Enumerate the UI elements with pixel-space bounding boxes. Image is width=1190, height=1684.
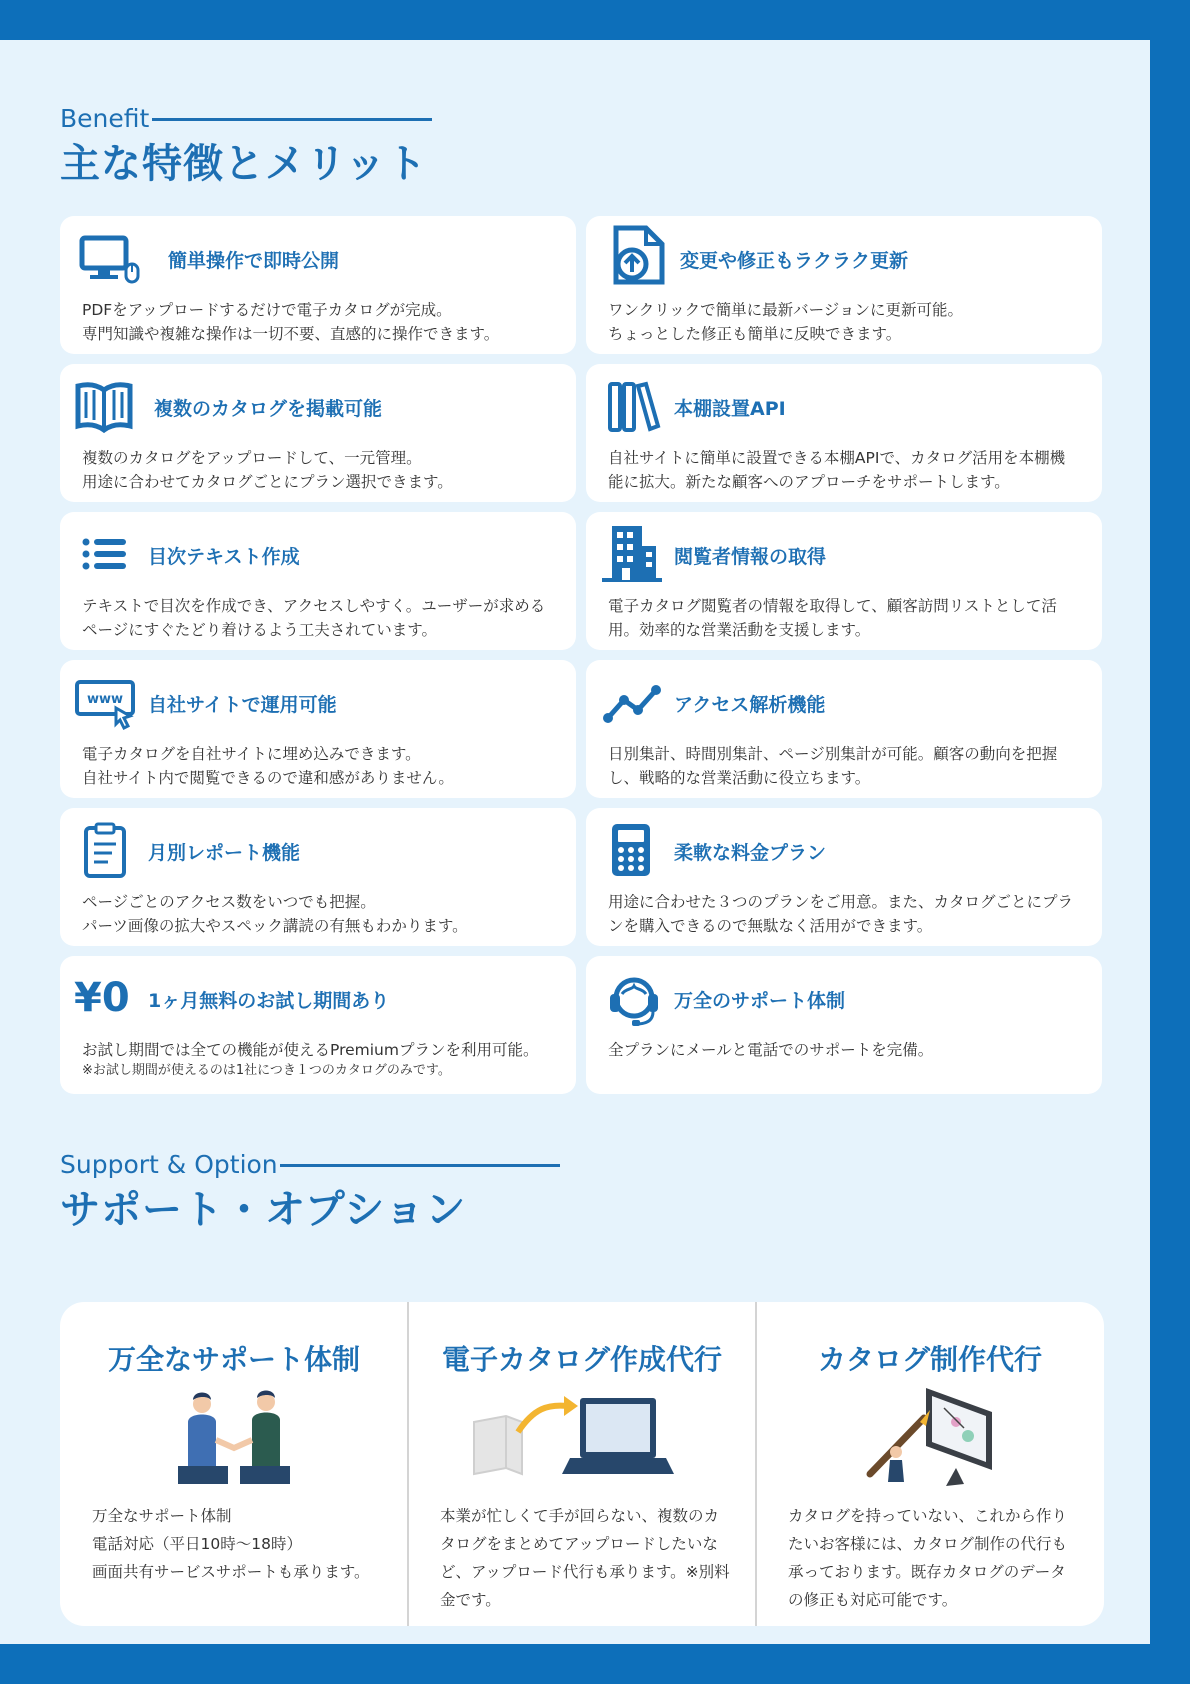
support-column xyxy=(60,1302,408,1626)
yen-zero-icon: ¥0 xyxy=(74,975,130,1021)
page-content xyxy=(0,40,1150,1644)
benefit-card-desc: 日別集計、時間別集計、ページ別集計が可能。顧客の動向を把握し、戦略的な営業活動に役立ちます。 xyxy=(608,745,1058,787)
benefit-card-desc: 用途に合わせた３つのプランをご用意。また、カタログごとにプランを購入できるので無駄なく活用ができます。 xyxy=(608,893,1074,935)
support-heading: サポート・オプション xyxy=(60,1187,467,1233)
calculator-icon xyxy=(610,820,674,882)
benefit-card xyxy=(586,216,1102,354)
clipboard-icon xyxy=(82,820,146,882)
benefit-card-desc xyxy=(82,1038,552,1080)
right-frame-bar xyxy=(1150,0,1190,1684)
benefit-card xyxy=(60,956,576,1094)
support-column-text: 万全なサポート体制 電話対応（平日10時〜18時） 画面共有サービスサポートも承ります。 xyxy=(92,1507,370,1581)
top-frame-bar xyxy=(0,0,1190,40)
svg-text:www: www xyxy=(86,692,124,707)
benefit-card-desc: ワンクリックで簡単に最新バージョンに更新可能。 ちょっとした修正も簡単に反映できます。 xyxy=(608,301,963,343)
benefit-card-title: アクセス解析機能 xyxy=(674,694,826,716)
bookshelf-icon xyxy=(606,376,670,438)
benefit-card-note: ※お試し期間が使えるのは1社につき１つのカタログのみです。 xyxy=(82,1063,451,1078)
benefit-card-title: 変更や修正もラクラク更新 xyxy=(680,250,909,272)
benefit-card xyxy=(60,216,576,354)
support-option-panel xyxy=(60,1302,1104,1626)
benefit-card-desc: 電子カタログ閲覧者の情報を取得して、顧客訪問リストとして活用。効率的な営業活動を支援します。 xyxy=(608,597,1057,639)
headset-icon xyxy=(606,968,670,1030)
support-column-title: カタログ制作代行 xyxy=(817,1343,1042,1376)
benefit-card xyxy=(586,660,1102,798)
benefit-card-desc: テキストで目次を作成でき、アクセスしやすく。ユーザーが求めるページにすぐたどり着けるよう工夫されています。 xyxy=(82,597,546,639)
benefit-card-desc-main: お試し期間では全ての機能が使えるPremiumプランを利用可能。 xyxy=(82,1041,539,1059)
catalog-to-laptop-illustration xyxy=(468,1382,698,1492)
benefit-card xyxy=(586,956,1102,1094)
benefit-label-line xyxy=(152,118,432,121)
benefit-card xyxy=(60,512,576,650)
design-pen-illustration xyxy=(860,1382,1000,1492)
support-column xyxy=(756,1302,1104,1626)
support-column-text: 本業が忙しくて手が回らない、複数のカタログをまとめてアップロードしたいなど、アップロード代行も承ります。※別料金です。 xyxy=(440,1507,730,1609)
benefit-card-title: 1ヶ月無料のお試し期間あり xyxy=(148,990,390,1012)
benefit-card-title: 目次テキスト作成 xyxy=(148,546,300,568)
open-book-icon xyxy=(72,376,136,438)
support-label-en: Support & Option xyxy=(60,1150,278,1179)
support-column-title: 万全なサポート体制 xyxy=(107,1343,360,1376)
benefit-card-desc: PDFをアップロードするだけで電子カタログが完成。 専門知識や複雑な操作は一切不要、直感的に操作できます。 xyxy=(82,301,500,343)
benefit-card xyxy=(586,808,1102,946)
benefit-card-title: 簡単操作で即時公開 xyxy=(168,250,340,272)
benefit-card xyxy=(60,660,576,798)
benefit-card-title: 自社サイトで運用可能 xyxy=(148,694,337,716)
list-icon xyxy=(80,524,144,586)
benefit-label-en: Benefit xyxy=(60,104,150,133)
line-graph-icon xyxy=(602,672,666,734)
benefit-card-title: 複数のカタログを掲載可能 xyxy=(154,398,383,420)
www-cursor-icon xyxy=(74,672,138,734)
bottom-frame-bar xyxy=(0,1644,1190,1684)
benefit-card xyxy=(60,808,576,946)
monitor-mouse-icon xyxy=(76,228,140,290)
benefit-card xyxy=(60,364,576,502)
benefit-card-title: 万全のサポート体制 xyxy=(674,990,846,1012)
benefit-card-desc: ページごとのアクセス数をいつでも把握。 パーツ画像の拡大やスペック講読の有無もわかります。 xyxy=(82,893,468,935)
benefit-card-title: 月別レポート機能 xyxy=(148,842,301,864)
benefit-heading: 主な特徴とメリット xyxy=(60,141,428,187)
support-column-text: カタログを持っていない、これから作りたいお客様には、カタログ制作の代行も承っております。既存カタログのデータの修正も対応可能です。 xyxy=(788,1507,1068,1609)
support-label-line xyxy=(280,1164,560,1167)
benefit-card-title: 閲覧者情報の取得 xyxy=(674,546,827,568)
benefit-card xyxy=(586,512,1102,650)
benefit-card xyxy=(586,364,1102,502)
handshake-illustration xyxy=(164,1382,304,1492)
support-column xyxy=(408,1302,756,1626)
benefit-card-title: 本棚設置API xyxy=(674,398,786,420)
file-upload-icon xyxy=(606,224,670,286)
support-column-title: 電子カタログ作成代行 xyxy=(441,1343,722,1376)
benefit-card-desc: 全プランにメールと電話でのサポートを完備。 xyxy=(608,1041,934,1059)
benefit-card-title: 柔軟な料金プラン xyxy=(674,842,827,864)
benefit-card-desc: 複数のカタログをアップロードして、一元管理。 用途に合わせてカタログごとにプラン選択できます。 xyxy=(82,449,453,491)
benefit-card-desc: 自社サイトに簡単に設置できる本棚APIで、カタログ活用を本棚機能に拡大。新たな顧客へのアプローチをサポートします。 xyxy=(608,449,1066,491)
benefit-card-desc: 電子カタログを自社サイトに埋め込みできます。 自社サイト内で閲覧できるので違和感がありません。 xyxy=(82,745,454,787)
building-icon xyxy=(600,522,664,584)
